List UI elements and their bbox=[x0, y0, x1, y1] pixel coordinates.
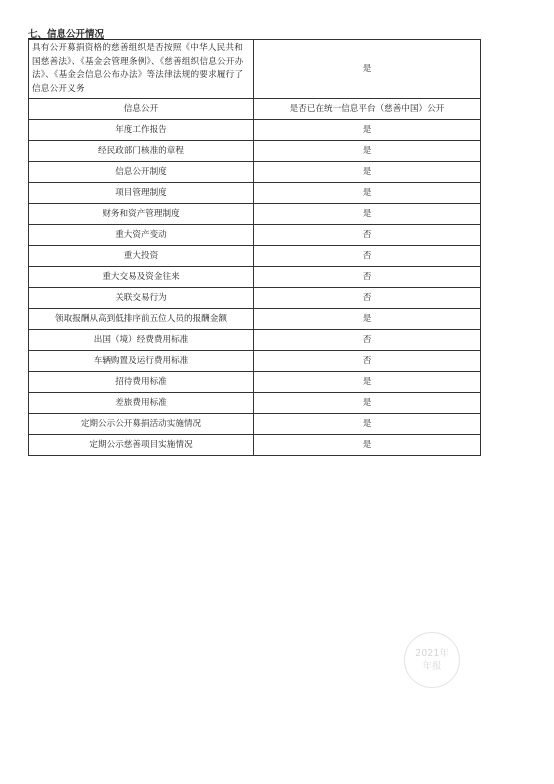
disclosure-item: 定期公示慈善项目实施情况 bbox=[29, 435, 254, 456]
disclosure-status: 是 bbox=[254, 120, 481, 141]
disclosure-item: 关联交易行为 bbox=[29, 288, 254, 309]
table-row bbox=[29, 267, 481, 288]
intro-row bbox=[29, 40, 481, 99]
annual-report-watermark bbox=[404, 632, 460, 688]
table-row bbox=[29, 372, 481, 393]
table-row bbox=[29, 246, 481, 267]
table-row bbox=[29, 414, 481, 435]
table-row bbox=[29, 288, 481, 309]
disclosure-item: 出国（境）经费费用标准 bbox=[29, 330, 254, 351]
disclosure-item: 差旅费用标准 bbox=[29, 393, 254, 414]
table-row bbox=[29, 204, 481, 225]
disclosure-item: 重大投资 bbox=[29, 246, 254, 267]
disclosure-item: 经民政部门核准的章程 bbox=[29, 141, 254, 162]
disclosure-item: 招待费用标准 bbox=[29, 372, 254, 393]
disclosure-status: 是 bbox=[254, 309, 481, 330]
disclosure-item: 财务和资产管理制度 bbox=[29, 204, 254, 225]
table-row bbox=[29, 393, 481, 414]
section-title: 七、信息公开情况 bbox=[28, 29, 105, 40]
disclosure-item: 重大资产变动 bbox=[29, 225, 254, 246]
disclosure-status: 是 bbox=[254, 141, 481, 162]
disclosure-item: 定期公示公开募捐活动实施情况 bbox=[29, 414, 254, 435]
disclosure-status: 否 bbox=[254, 246, 481, 267]
disclosure-status: 否 bbox=[254, 288, 481, 309]
table-row bbox=[29, 309, 481, 330]
disclosure-item: 年度工作报告 bbox=[29, 120, 254, 141]
disclosure-item: 项目管理制度 bbox=[29, 183, 254, 204]
disclosure-status: 是 bbox=[254, 372, 481, 393]
disclosure-status: 否 bbox=[254, 225, 481, 246]
disclosure-status: 否 bbox=[254, 330, 481, 351]
disclosure-status: 是 bbox=[254, 435, 481, 456]
disclosure-status: 是 bbox=[254, 414, 481, 435]
table-row bbox=[29, 435, 481, 456]
watermark-year: 2021年 bbox=[415, 648, 449, 659]
disclosure-status: 是 bbox=[254, 393, 481, 414]
table-row bbox=[29, 183, 481, 204]
disclosure-item: 重大交易及资金往来 bbox=[29, 267, 254, 288]
watermark-label: 年报 bbox=[422, 661, 442, 672]
header-platform-status: 是否已在统一信息平台（慈善中国）公开 bbox=[254, 99, 481, 120]
table-row bbox=[29, 141, 481, 162]
table-header-row bbox=[29, 99, 481, 120]
disclosure-item: 领取报酬从高到低排序前五位人员的报酬金额 bbox=[29, 309, 254, 330]
table-row bbox=[29, 162, 481, 183]
disclosure-status: 是 bbox=[254, 183, 481, 204]
table-row bbox=[29, 351, 481, 372]
disclosure-status: 否 bbox=[254, 267, 481, 288]
header-disclosure-item: 信息公开 bbox=[29, 99, 254, 120]
disclosure-status: 是 bbox=[254, 204, 481, 225]
table-row bbox=[29, 330, 481, 351]
info-disclosure-table bbox=[28, 39, 481, 456]
intro-answer: 是 bbox=[254, 40, 481, 99]
table-row bbox=[29, 120, 481, 141]
disclosure-item: 信息公开制度 bbox=[29, 162, 254, 183]
intro-text: 具有公开募捐资格的慈善组织是否按照《中华人民共和国慈善法》、《基金会管理条例》、《慈善组织信息公开办法》、《基金会信息公布办法》等法律法规的要求履行了信息公开义务 bbox=[29, 40, 254, 99]
table-row bbox=[29, 225, 481, 246]
disclosure-status: 是 bbox=[254, 162, 481, 183]
disclosure-item: 车辆购置及运行费用标准 bbox=[29, 351, 254, 372]
disclosure-status: 否 bbox=[254, 351, 481, 372]
